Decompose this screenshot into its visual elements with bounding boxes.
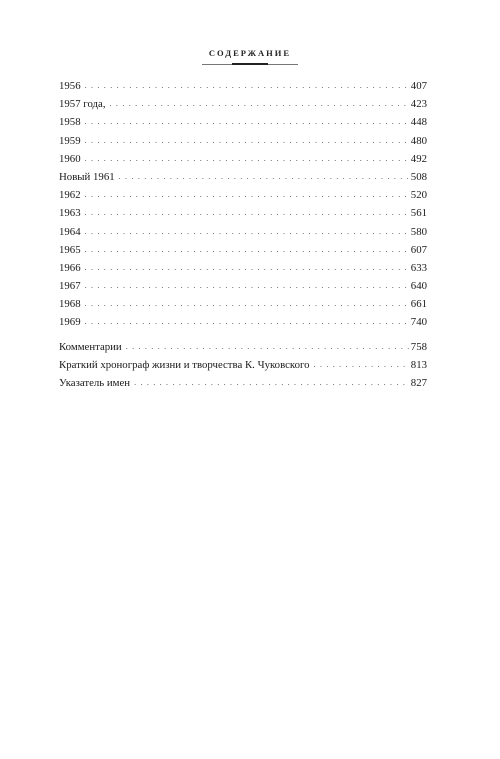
toc-entry-page-number: 561 — [410, 207, 427, 220]
toc-entry-page-number: 758 — [410, 340, 427, 353]
toc-group-years — [59, 77, 427, 332]
toc-entry[interactable] — [59, 150, 427, 168]
toc-entry-title: 1962 — [59, 189, 81, 202]
toc-entry-page-number: 407 — [410, 80, 427, 92]
toc-entry-page-number: 423 — [410, 98, 427, 111]
toc-entry-title: Комментарии — [59, 340, 122, 353]
toc-entry[interactable] — [59, 259, 427, 277]
toc-entry-page-number: 740 — [410, 316, 427, 329]
toc-entry-page-number: 607 — [410, 243, 427, 256]
toc-entry-page-number: 640 — [410, 280, 427, 293]
dot-leader — [126, 338, 409, 356]
toc-entry-page-number: 492 — [410, 152, 427, 165]
toc-entry-title: 1968 — [59, 298, 81, 311]
toc-entry-page-number: 520 — [410, 189, 427, 202]
dot-leader — [85, 77, 409, 95]
toc-entry[interactable] — [59, 77, 427, 95]
toc-entry-title: 1965 — [59, 243, 81, 256]
toc-entry-page-number: 508 — [410, 170, 427, 183]
toc-entry-page-number: 580 — [410, 225, 427, 238]
toc-entry-page-number: 661 — [410, 298, 427, 311]
dot-leader — [85, 223, 409, 241]
dot-leader — [85, 113, 409, 131]
toc-entry[interactable] — [59, 132, 427, 150]
dot-leader — [134, 374, 409, 392]
toc-entry-page-number: 448 — [410, 116, 427, 129]
toc-entry-title: 1957 года, — [59, 98, 106, 111]
dot-leader — [85, 204, 409, 222]
toc-entry-title: 1959 — [59, 134, 81, 147]
toc-entry-page-number: 480 — [410, 134, 427, 147]
toc-entry[interactable] — [59, 313, 427, 331]
toc-group-appendix — [59, 338, 427, 393]
dot-leader — [314, 356, 409, 374]
toc-entry-title: Указатель имен — [59, 377, 131, 389]
toc-entry-page-number: 633 — [410, 261, 427, 274]
toc-entry-title: 1956 — [59, 80, 81, 92]
toc-entry[interactable] — [59, 356, 427, 374]
title-underline — [202, 64, 298, 65]
page-title: СОДЕРЖАНИЕ — [208, 48, 292, 58]
toc-entry[interactable] — [59, 186, 427, 204]
toc-entry-title: Новый 1961 — [59, 170, 115, 183]
toc-entry-title: 1966 — [59, 261, 81, 274]
dot-leader — [85, 313, 409, 331]
dot-leader — [85, 132, 409, 150]
toc-entry[interactable] — [59, 338, 427, 356]
dot-leader — [85, 150, 409, 168]
toc-entry-title: Краткий хронограф жизни и творчества К. Чуковского — [59, 358, 310, 371]
toc-entry[interactable] — [59, 241, 427, 259]
toc-entry-page-number: 813 — [410, 358, 427, 371]
toc-entry-title: 1967 — [59, 280, 81, 293]
toc-entry-title: 1969 — [59, 316, 81, 329]
toc-entry[interactable] — [59, 204, 427, 222]
dot-leader — [85, 241, 409, 259]
toc-entry[interactable] — [59, 168, 427, 186]
toc-entry[interactable] — [59, 374, 427, 392]
dot-leader — [119, 168, 409, 186]
dot-leader — [85, 277, 409, 295]
toc-entry[interactable] — [59, 223, 427, 241]
toc-entry-title: 1963 — [59, 207, 81, 220]
toc-entry-page-number: 827 — [410, 377, 427, 389]
dot-leader — [85, 186, 409, 204]
toc-entry[interactable] — [59, 295, 427, 313]
dot-leader — [85, 295, 409, 313]
toc-entry-title: 1960 — [59, 152, 81, 165]
title-underline-accent — [232, 63, 268, 65]
toc-entry-title: 1964 — [59, 225, 81, 238]
dot-leader — [85, 259, 409, 277]
toc-entry[interactable] — [59, 95, 427, 113]
page-header — [0, 48, 500, 65]
dot-leader — [110, 95, 409, 113]
toc-entry-title: 1958 — [59, 116, 81, 129]
table-of-contents — [59, 77, 427, 392]
toc-entry[interactable] — [59, 277, 427, 295]
toc-entry[interactable] — [59, 113, 427, 131]
